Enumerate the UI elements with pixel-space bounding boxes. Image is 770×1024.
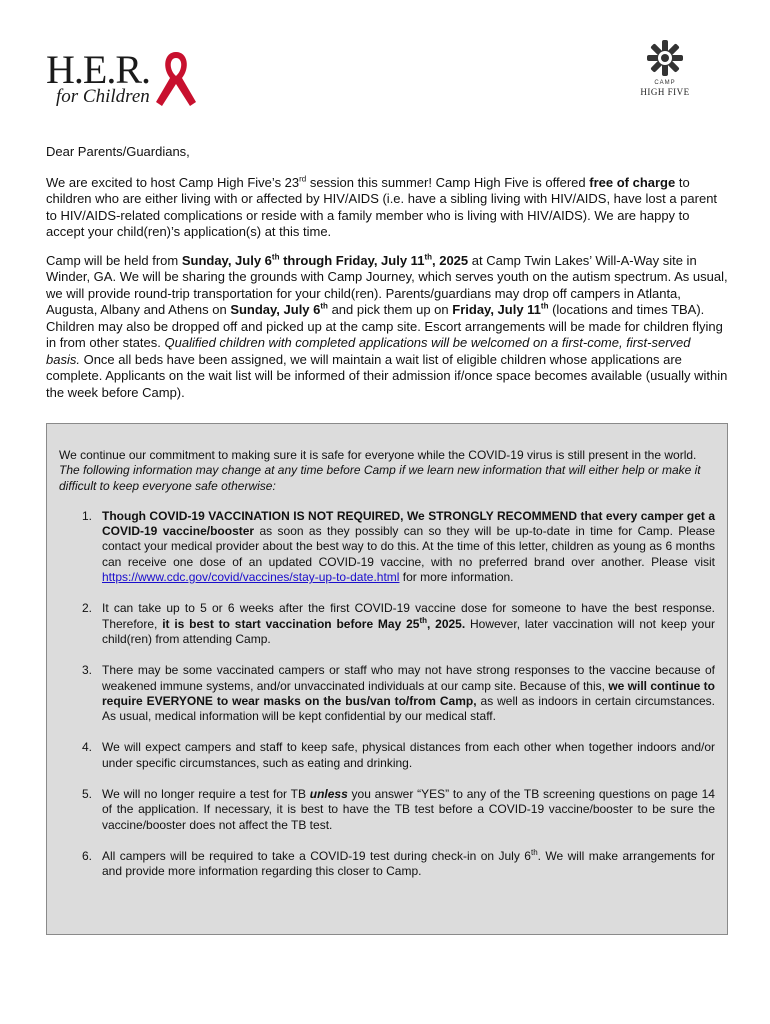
camp-logo-name: HIGH FIVE [640,87,690,97]
camp-dates-paragraph: Camp will be held from Sunday, July 6th through Friday, July 11th, 2025 at Camp Twin Lakes’ Will-A-Way site in Winder, GA. We will be sharing the grounds with Camp Journey, which serves youth on the autism spectrum. As usual, we will provide round-trip transportation for your child(ren). Parents/guardians may drop off campers in Atlanta, Augusta, Albany and Athens on Sunday, July 6th and pick them up on Friday, July 11th (locations and times TBA). Children may also be dropped off and picked up at the camp site. Escort arrangements will be made for children flying in from other states. Qualified children with completed applications will be welcomed on a first-come, first-served basis. Once all beds have been assigned, we will maintain a wait list of eligible children whose applications are complete. Applicants on the wait list will be informed of their admission if/once space becomes available (usually within the week before Camp). [46,252,728,400]
covid-guidelines-list [59,509,715,880]
hero-logo-text: H.E.R. [46,47,150,92]
list-item: 1. Though COVID-19 VACCINATION IS NOT REQUIRED, We STRONGLY RECOMMEND that every camper get a COVID-19 vaccine/booster as soon as they possibly can so they will be up-to-date in time for Camp. Please contact your medical provider about the best way to do this. At the time of this letter, children as young as 6 months can receive one dose of an updated COVID-19 vaccine, with no preferred brand over another. Please visit https://www.cdc.gov/covid/vaccines/stay-up-to-date.html for more information. [82,508,716,585]
hero-logo-subtitle: for Children [56,86,150,107]
list-item: 4. We will expect campers and staff to keep safe, physical distances from each other when together indoors and/or under specific circumstances, such as eating and drinking. [82,740,715,770]
salutation: Dear Parents/Guardians, [46,144,190,159]
letter-body [46,144,728,413]
hero-for-children-logo [46,47,186,110]
list-item: 5. We will no longer require a test for TB unless you answer “YES” to any of the TB screening questions on page 14 of the application. If necessary, it is best to have the TB test before a COVID-19 vaccine/booster to be sure the vaccine/booster does not affect the TB test. [82,787,715,832]
list-item: 6. All campers will be required to take a COVID-19 test during check-in on July 6th. We will make arrangements for and provide more information regarding this closer to Camp. [82,847,715,879]
list-item: 3. There may be some vaccinated campers or staff who may not have strong responses to the vaccine because of weakened immune systems, and/or unvaccinated individuals at our camp site. Because of this, we will continue to require EVERYONE to wear masks on the bus/van to/from Camp, as well as indoors in certain circumstances. As usual, medical information will be kept confidential by our medical staff. [82,663,715,724]
sun-flower-icon [645,38,685,78]
camp-high-five-logo [630,38,700,118]
covid-intro: We continue our commitment to making sure it is safe for everyone while the COVID-19 virus is still present in the world. The following information may change at any time before Camp if we learn new information that will either help or make it difficult to keep everyone safe otherwise: [59,448,701,493]
covid-info-box [46,423,728,935]
camp-logo-small: CAMP [654,80,676,86]
cdc-vaccine-link[interactable]: https://www.cdc.gov/covid/vaccines/stay-up-to-date.html [102,570,400,585]
list-item: 2. It can take up to 5 or 6 weeks after the first COVID-19 vaccine dose for someone to have the best response. Therefore, it is best to start vaccination before May 25th, 2025. However, later vaccination will not keep your child(ren) from attending Camp. [82,601,715,646]
intro-paragraph: We are excited to host Camp High Five’s 23rd session this summer! Camp High Five is offered free of charge to children who are either living with or affected by HIV/AIDS (i.e. have a sibling living with HIV/AIDS, have lost a parent to HIV/AIDS-related complications or reside with a family member who is living with HIV/AIDS). We are happy to accept your child(ren)’s application(s) at this time. [46,174,718,239]
awareness-ribbon-icon [146,46,206,108]
